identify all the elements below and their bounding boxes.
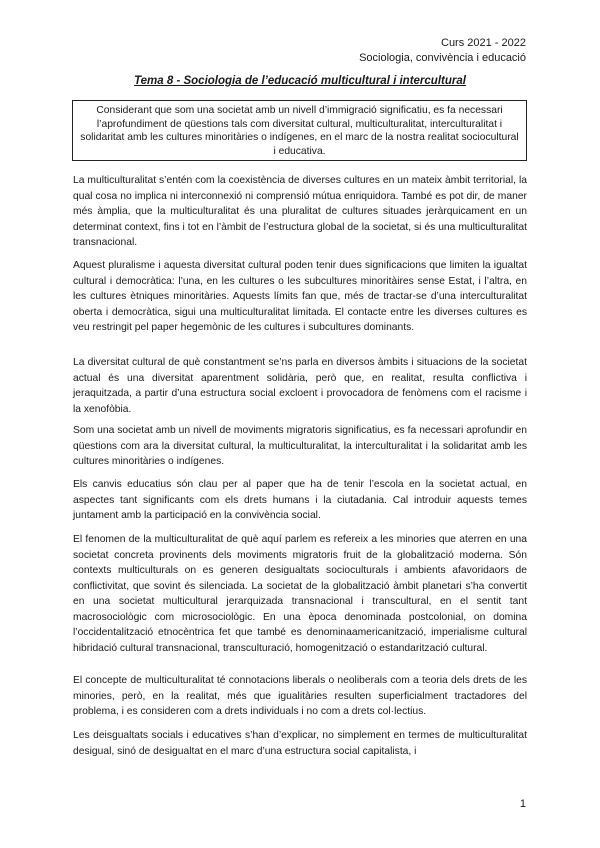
course-year: Curs 2021 - 2022 <box>441 37 526 49</box>
paragraph-2: Aquest pluralisme i aquesta diversitat cultural poden tenir dues significacions que limiten la igualtat cultural i democràtica: l’una, en les cultures o les subcultures minoritàires sense Estat, i l’altra, en les cultures ètniques minoritàries. Aquests límits fan que, més de tractar-se d’una interculturalitat oberta i democràtica, sigui una multiculturalitat limitada. El contacte entre les diverses cultures es veu restringit pel paper hegemònic de les cultures i subcultures dominants. <box>73 260 527 333</box>
paragraph-5: Els canvis educatius són clau per al paper que ha de tenir l’escola en la societat actual, en aspectes tant significants com els drets humans i la ciutadania. Cal introduir aquests temes juntament amb la participació en la convivència social. <box>73 479 527 521</box>
paragraph-4: Som una societat amb un nivell de moviments migratoris significatius, es fa necessari aprofundir en qüestions com ara la diversitat cultural, la multiculturalitat, la interculturalitat i la solidaritat amb les cultures minoritàries o indígenes. <box>73 425 527 467</box>
paragraph-8: Les deisgualtats socials i educatives s’han d’explicar, no simplement en termes de multiculturalitat desigual, sinó de desigualtat en el marc d’una estructura social capitalista, i <box>73 730 527 757</box>
subject-name: Sociologia, convivència i educació <box>359 52 526 64</box>
page-header <box>359 36 526 66</box>
paragraph-7: El concepte de multiculturalitat té connotacions liberals o neoliberals com a teoria dels drets de les minories, però, en la realitat, més que igualitàries resulten superficialment tractadores del problema, i es consideren com a drets individuals i no com a drets col·lectius. <box>73 675 527 717</box>
paragraph-1: La multiculturalitat s’entén com la coexistència de diverses cultures en un mateix àmbit territorial, la qual cosa no implica ni interconnexió ni comprensió mútua enriquidora. També es pot dir, de maner més àmplia, que la multiculturalitat és una pluralitat de cultures situades jeràrquicament en un determinat context, fins i tot en l’àmbit de l’estructura global de la societat, si és una multiculturalitat transnacional. <box>73 175 527 248</box>
page-number: 1 <box>519 798 526 810</box>
paragraph-3: La diversitat cultural de què constantment se’ns parla en diversos àmbits i situacions de la societat actual és una diversitat aparentment solidària, però que, en realitat, resulta conflictiva i jeraquitzada, a partir d’una estructura social excloent i provocadora de fenòmens com el racisme i la xenofòbia. <box>73 357 527 415</box>
intro-box: Considerant que som una societat amb un nivell d’immigració significatiu, es fa necessari l’aprofundiment de qüestions tals com diversitat cultural, multiculturalitat, interculturalitat i solidaritat amb les cultures minoritàries o indígenes, en el marc de la nostra realitat sociocultural i educativa. <box>72 100 527 161</box>
paragraph-6: El fenomen de la multiculturalitat de què aquí parlem es refereix a les minories que aterren en una societat concreta provinents dels moviments migratoris fruit de la globalització moderna. Són contexts multiculturals on es generen desigualtats socioculturals i ambients afavoridaors de conflictivitat, que sovint és silenciada. La societat de la globalització àmbit planetari s’ha convertit en una societat multicultural jerarquizada transnacional i transcultural, en el sentit tant macrosociològic com microsociològic. En una època denominada postcolonial, on domina l’occidentalització etnocèntrica fet que també es denominaamericanització, imperialisme cultural hibridació cultural transnacional, transculturació, homogenització o estandarització cultural. <box>73 534 527 654</box>
document-title: Tema 8 - Sociologia de l’educació multicultural i intercultural <box>134 75 466 87</box>
